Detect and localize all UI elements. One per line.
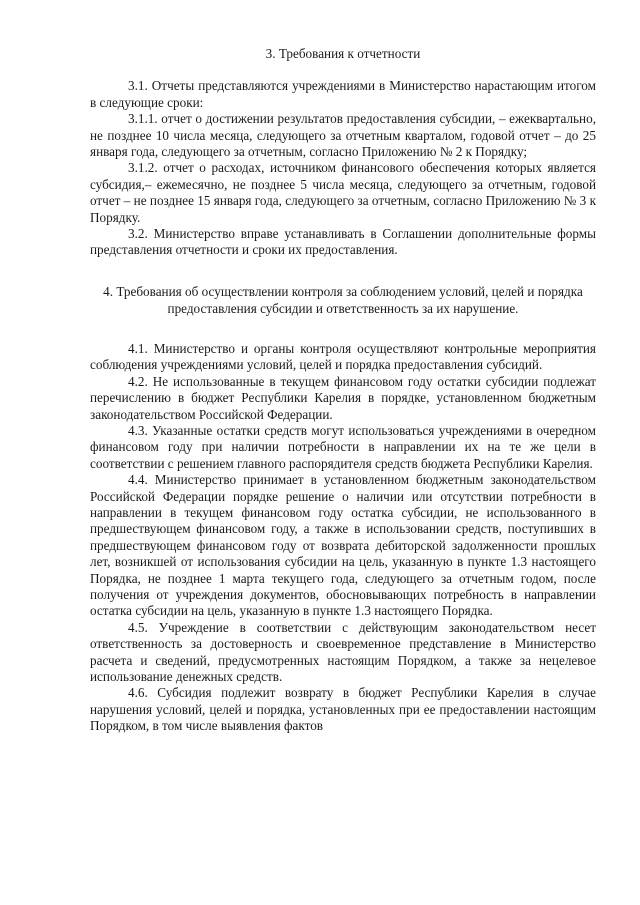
paragraph-3-1-1: 3.1.1. отчет о достижении результатов предоставления субсидии, – ежеквартально, не позднее 10 числа месяца, следующего за отчетным кварталом, годовой отчет – до 25 января года, следующего за отчетным, согласно Приложению № 2 к Порядку;: [90, 111, 596, 160]
paragraph-4-6: 4.6. Субсидия подлежит возврату в бюджет Республики Карелия в случае нарушения условий, целей и порядка, установленных при ее предоставлении настоящим Порядком, в том числе выявления фактов: [90, 685, 596, 734]
paragraph-3-2: 3.2. Министерство вправе устанавливать в Соглашении дополнительные формы представления отчетности и сроки их предоставления.: [90, 226, 596, 258]
paragraph-4-5: 4.5. Учреждение в соответствии с действующим законодательством несет ответственность за достоверность и своевременное представление в Министерство расчета и сведений, предусмотренных настоящим Порядком, а также за нецелевое использование денежных средств.: [90, 619, 596, 684]
paragraph-3-1-2: 3.1.2. отчет о расходах, источником финансового обеспечения которых является субсидия,– ежемесячно, не позднее 5 числа месяца, следующего за отчетным, годовой отчет – не позднее 15 января года, следующего за отчетным, согласно Приложению № 3 к Порядку.: [90, 160, 596, 225]
paragraph-4-1: 4.1. Министерство и органы контроля осуществляют контрольные мероприятия соблюдения учреждениями условий, целей и порядка предоставления субсидий.: [90, 340, 596, 373]
paragraph-4-4: 4.4. Министерство принимает в установленном бюджетным законодательством Российской Федерации порядке решение о наличии или отсутствии потребности в направлении в текущем финансовом году остатка субсидии, не использованного в предшествующем финансовом году, а также в использовании средств, поступивших в предшествующем финансовом году от возврата дебиторской задолженности прошлых лет, возникшей от использования субсидии на цель, указанную в пункте 1.3 настоящего Порядка, не позднее 1 марта текущего года, следующего за отчетным годом, после получения от учреждения документов, обосновывающих потребность в направлении остатка субсидии на цель, указанную в пункте 1.3 настоящего Порядка.: [90, 472, 596, 619]
paragraph-4-3: 4.3. Указанные остатки средств могут использоваться учреждениями в очередном финансовом году при наличии потребности в направлении их на те же цели в соответствии с решением главного распорядителя средств бюджета Республики Карелия.: [90, 422, 596, 471]
document-page: [90, 46, 596, 735]
paragraph-3-1: 3.1. Отчеты представляются учреждениями в Министерство нарастающим итогом в следующие сроки:: [90, 78, 596, 110]
section-4-heading: 4. Требования об осуществлении контроля за соблюдением условий, целей и порядка предоставления субсидии и ответственность за их нарушение.: [103, 283, 583, 316]
paragraph-4-2: 4.2. Не использованные в текущем финансовом году остатки субсидии подлежат перечислению в бюджет Республики Карелия в порядке, установленном бюджетным законодательством Российской Федерации.: [90, 373, 596, 422]
section-3-heading: 3. Требования к отчетности: [265, 46, 421, 61]
